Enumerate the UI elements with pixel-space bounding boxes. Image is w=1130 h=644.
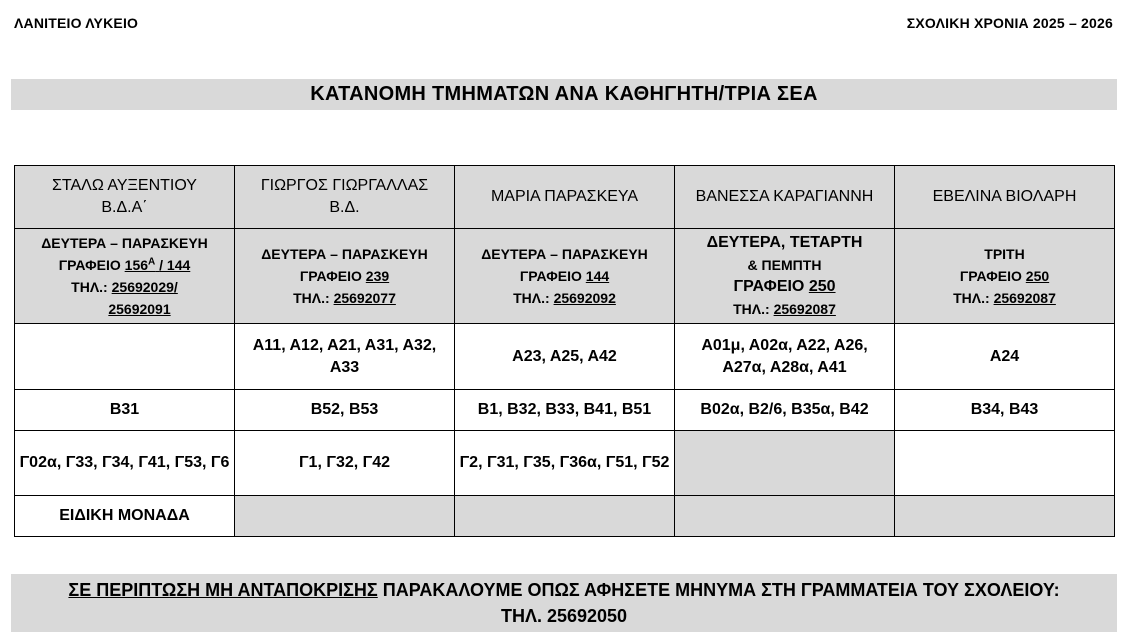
teacher-role: Β.Δ. bbox=[329, 199, 360, 216]
teacher-name: ΓΙΩΡΓΟΣ ΓΙΩΡΓΑΛΛΑΣ bbox=[260, 177, 429, 194]
teacher-office bbox=[239, 265, 450, 287]
teacher-name: ΒΑΝΕΣΣΑ ΚΑΡΑΓΙΑΝΝΗ bbox=[695, 188, 874, 205]
g-classes-cell: Γ02α, Γ33, Γ34, Γ41, Γ53, Γ6 bbox=[15, 431, 235, 496]
teacher-name: ΕΒΕΛΙΝΑ ΒΙΟΛΑΡΗ bbox=[932, 188, 1077, 205]
teacher-days-2: & ΠΕΜΠΤΗ bbox=[747, 257, 822, 273]
phone-label: ΤΗΛ.: bbox=[71, 279, 108, 295]
teacher-office bbox=[19, 254, 230, 276]
teacher-days: ΤΡΙΤΗ bbox=[984, 246, 1025, 262]
b-classes-cell: Β31 bbox=[15, 390, 235, 431]
teacher-days: ΔΕΥΤΕΡΑ – ΠΑΡΑΣΚΕΥΗ bbox=[261, 246, 428, 262]
teacher-info-row bbox=[15, 229, 1115, 324]
school-phone: ΤΗΛ. 25692050 bbox=[500, 606, 628, 626]
teacher-name: ΣΤΑΛΩ ΑΥΞΕΝΤΙΟΥ bbox=[52, 177, 197, 194]
teacher-days: ΔΕΥΤΕΡΑ – ΠΑΡΑΣΚΕΥΗ bbox=[481, 246, 648, 262]
phone-number-2: 25692091 bbox=[108, 301, 171, 317]
teacher-info-cell bbox=[235, 229, 455, 324]
office-number-extra: / 144 bbox=[159, 257, 191, 273]
office-number: 239 bbox=[365, 268, 390, 284]
teacher-office bbox=[899, 265, 1110, 287]
b-classes-cell: Β34, Β43 bbox=[895, 390, 1115, 431]
a-classes-cell: Α11, Α12, Α21, Α31, Α32, Α33 bbox=[235, 324, 455, 390]
a-classes-cell bbox=[15, 324, 235, 390]
g-classes-row bbox=[15, 431, 1115, 496]
teacher-name: ΜΑΡΙΑ ΠΑΡΑΣΚΕΥΑ bbox=[490, 188, 639, 205]
teacher-days: ΔΕΥΤΕΡΑ, ΤΕΤΑΡΤΗ bbox=[706, 234, 863, 251]
phone-label: ΤΗΛ.: bbox=[733, 301, 770, 317]
teacher-phone bbox=[679, 298, 890, 320]
teacher-phone bbox=[459, 287, 670, 309]
office-number: 250 bbox=[1025, 268, 1050, 284]
school-year: ΣΧΟΛΙΚΗ ΧΡΟΝΙΑ 2025 – 2026 bbox=[906, 15, 1113, 31]
office-label: ΓΡΑΦΕΙΟ bbox=[519, 268, 582, 284]
teacher-phone-2 bbox=[19, 298, 230, 320]
teacher-role: Β.Δ.Α΄ bbox=[101, 199, 148, 216]
a-classes-cell: Α23, Α25, Α42 bbox=[455, 324, 675, 390]
b-classes-cell: Β1, Β32, Β33, Β41, Β51 bbox=[455, 390, 675, 431]
teacher-info-cell bbox=[15, 229, 235, 324]
a-classes-cell: Α01μ, Α02α, Α22, Α26, Α27α, Α28α, Α41 bbox=[675, 324, 895, 390]
phone-number: 25692092 bbox=[553, 290, 616, 306]
g-classes-cell: Γ1, Γ32, Γ42 bbox=[235, 431, 455, 496]
teacher-name-cell bbox=[15, 166, 235, 229]
teacher-office bbox=[679, 276, 890, 298]
special-unit-cell-empty bbox=[675, 496, 895, 537]
teacher-days: ΔΕΥΤΕΡΑ – ΠΑΡΑΣΚΕΥΗ bbox=[41, 235, 208, 251]
teacher-name-cell bbox=[675, 166, 895, 229]
phone-number: 25692029/ bbox=[111, 279, 178, 295]
teacher-info-cell bbox=[675, 229, 895, 324]
special-unit-cell-empty bbox=[235, 496, 455, 537]
special-unit-cell-empty bbox=[895, 496, 1115, 537]
special-unit-label: ΕΙΔΙΚΗ ΜΟΝΑΔΑ bbox=[15, 496, 235, 537]
office-label: ΓΡΑΦΕΙΟ bbox=[733, 278, 805, 295]
title-bar bbox=[11, 79, 1117, 110]
office-number bbox=[125, 257, 191, 273]
phone-number: 25692087 bbox=[773, 301, 836, 317]
phone-label: ΤΗΛ.: bbox=[293, 290, 330, 306]
g-classes-cell-empty bbox=[675, 431, 895, 496]
office-number: 250 bbox=[808, 278, 836, 295]
teacher-phone bbox=[19, 276, 230, 298]
a-classes-cell: Α24 bbox=[895, 324, 1115, 390]
office-label: ΓΡΑΦΕΙΟ bbox=[959, 268, 1022, 284]
page-title: ΚΑΤΑΝΟΜΗ ΤΜΗΜΑΤΩΝ ΑΝΑ ΚΑΘΗΓΗΤΗ/ΤΡΙΑ ΣΕΑ bbox=[310, 83, 818, 105]
teacher-names-row bbox=[15, 166, 1115, 229]
teacher-name-cell bbox=[895, 166, 1115, 229]
g-classes-cell: Γ2, Γ31, Γ35, Γ36α, Γ51, Γ52 bbox=[455, 431, 675, 496]
teacher-info-cell bbox=[895, 229, 1115, 324]
special-unit-row bbox=[15, 496, 1115, 537]
office-number: 144 bbox=[585, 268, 610, 284]
contact-notice-line bbox=[68, 577, 1059, 603]
allocation-table bbox=[14, 165, 1115, 537]
office-label: ΓΡΑΦΕΙΟ bbox=[299, 268, 362, 284]
office-number-main: 156 bbox=[124, 257, 149, 273]
teacher-phone bbox=[899, 287, 1110, 309]
school-name: ΛΑΝΙΤΕΙΟ ΛΥΚΕΙΟ bbox=[14, 15, 139, 31]
notice-text: ΠΑΡΑΚΑΛΟΥΜΕ ΟΠΩΣ ΑΦΗΣΕΤΕ ΜΗΝΥΜΑ ΣΤΗ ΓΡΑΜΜΑΤΕΙΑ ΤΟΥ ΣΧΟΛΕΙΟΥ: bbox=[377, 580, 1060, 600]
b-classes-row bbox=[15, 390, 1115, 431]
office-number-superscript: Α bbox=[148, 256, 156, 268]
b-classes-cell: Β02α, Β2/6, Β35α, Β42 bbox=[675, 390, 895, 431]
teacher-name-cell bbox=[235, 166, 455, 229]
phone-label: ΤΗΛ.: bbox=[513, 290, 550, 306]
contact-notice bbox=[11, 574, 1117, 632]
teacher-info-cell bbox=[455, 229, 675, 324]
notice-emphasis: ΣΕ ΠΕΡΙΠΤΩΣΗ ΜΗ ΑΝΤΑΠΟΚΡΙΣΗΣ bbox=[68, 580, 378, 600]
phone-number: 25692077 bbox=[333, 290, 396, 306]
teacher-name-cell bbox=[455, 166, 675, 229]
phone-number: 25692087 bbox=[993, 290, 1056, 306]
teacher-phone bbox=[239, 287, 450, 309]
a-classes-row bbox=[15, 324, 1115, 390]
office-label: ΓΡΑΦΕΙΟ bbox=[58, 257, 121, 273]
phone-label: ΤΗΛ.: bbox=[953, 290, 990, 306]
b-classes-cell: Β52, Β53 bbox=[235, 390, 455, 431]
g-classes-cell bbox=[895, 431, 1115, 496]
special-unit-cell-empty bbox=[455, 496, 675, 537]
teacher-office bbox=[459, 265, 670, 287]
